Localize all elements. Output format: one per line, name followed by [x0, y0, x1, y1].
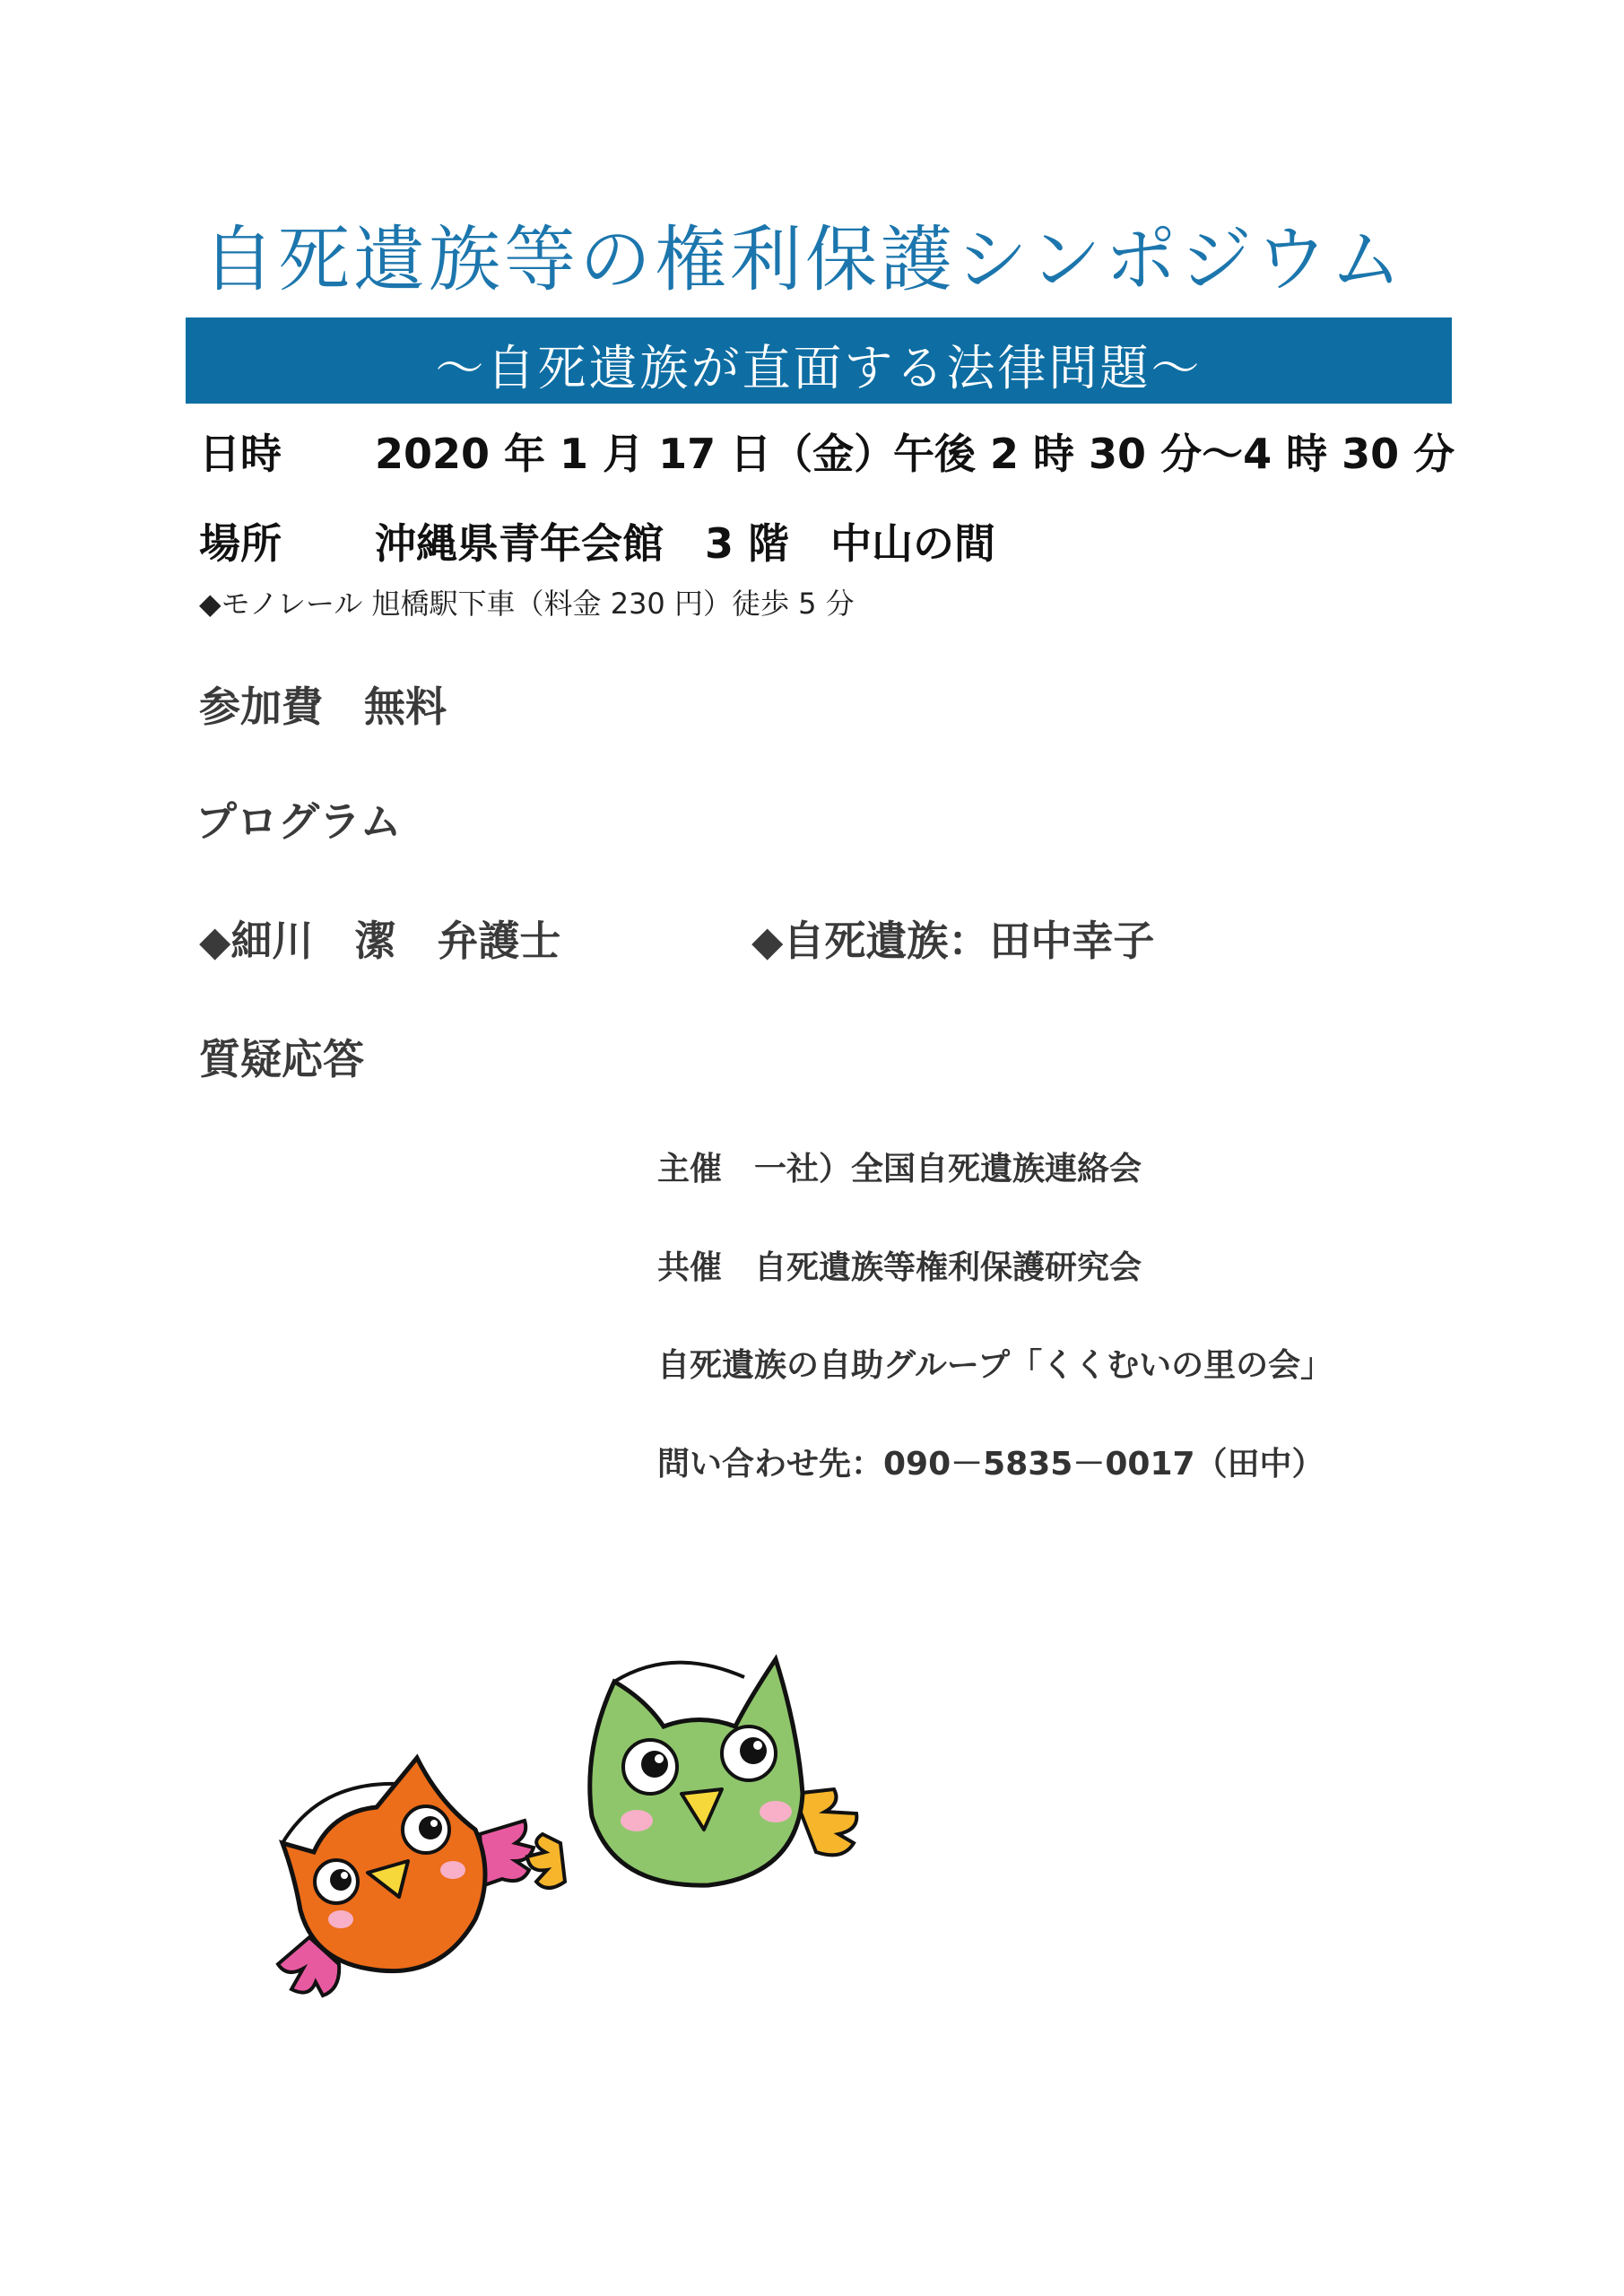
owl-pair-illustration	[260, 1650, 924, 2027]
subtitle-banner	[186, 317, 1452, 404]
organizer-cohost: 共催 自死遺族等権利保護研究会	[657, 1249, 1142, 1286]
program-heading: プログラム	[195, 797, 402, 846]
event-time: 午後 2 時 30 分～4 時 30 分	[893, 430, 1455, 478]
orange-owl	[278, 1758, 534, 1996]
page-title: 自死遺族等の権利保護シンポジウム	[203, 218, 1406, 301]
speaker-bereaved: ◆自死遺族：田中幸子	[751, 917, 1155, 965]
subtitle: ～自死遺族が直面する法律問題～	[435, 340, 1203, 396]
organizer-host: 主催 一社）全国自死遺族連絡会	[657, 1151, 1142, 1187]
venue-place: 沖縄県青年会館 3 階 中山の間	[375, 519, 996, 568]
venue-access: ◆モノレール 旭橋駅下車（料金 230 円）徒歩 5 分	[199, 587, 855, 621]
datetime-label: 日時	[199, 430, 282, 478]
support-group: 自死遺族の自助グループ「くくむいの里の会」	[657, 1347, 1333, 1384]
contact-info: 問い合わせ先：090－5835－0017（田中）	[657, 1446, 1324, 1483]
venue-label: 場所	[199, 519, 282, 568]
qa-session: 質疑応答	[199, 1035, 364, 1083]
green-owl	[527, 1659, 856, 1888]
event-date: 2020 年 1 月 17 日（金）	[375, 430, 896, 478]
fee: 参加費 無料	[199, 683, 447, 731]
speaker-lawyer: ◆細川 潔 弁護士	[199, 917, 561, 965]
